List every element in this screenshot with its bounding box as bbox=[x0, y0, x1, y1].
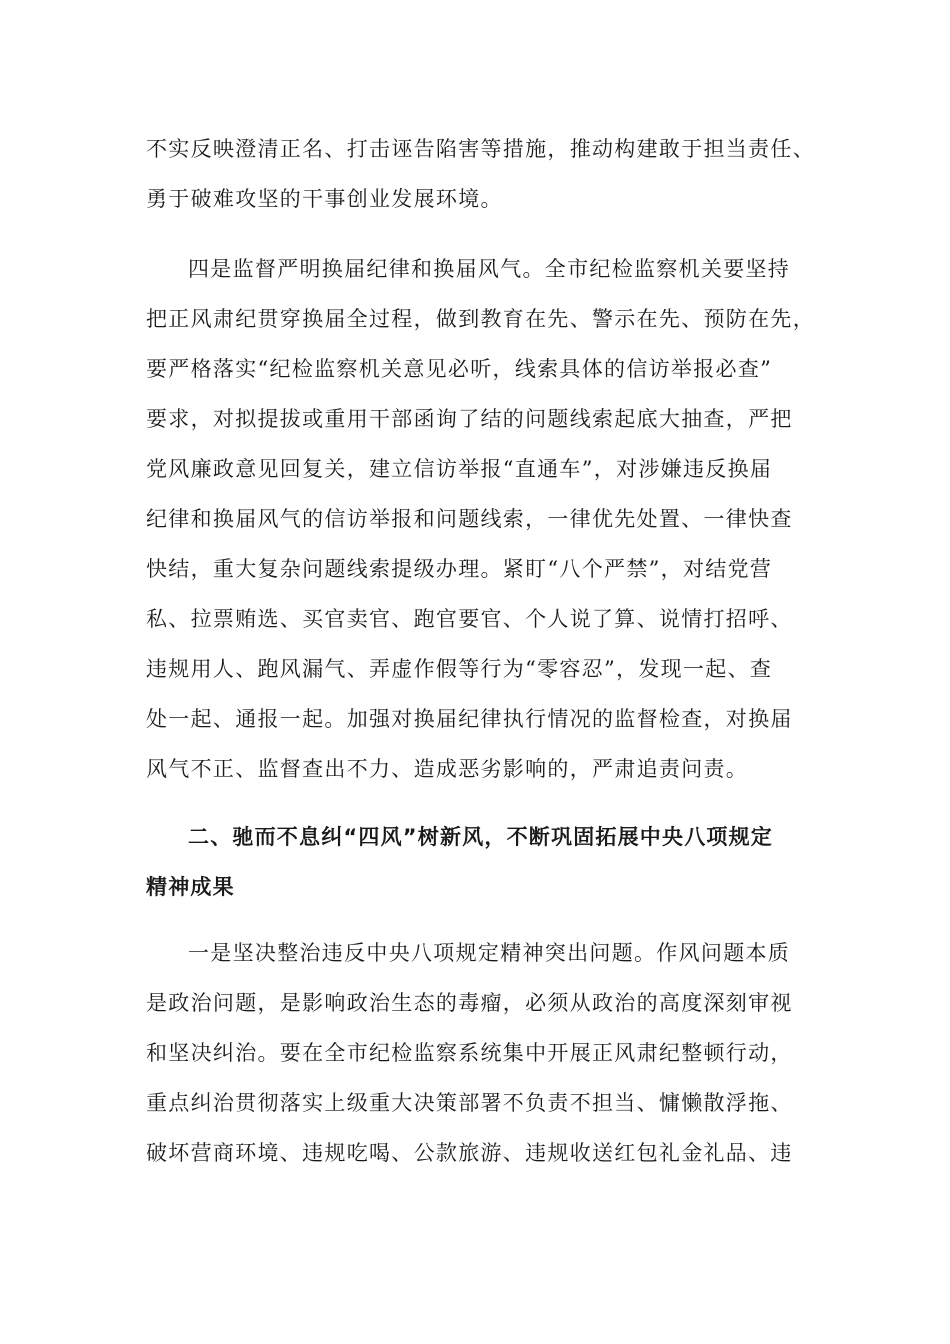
paragraph-line: 纪律和换届风气的信访举报和问题线索，一律优先处置、一律快查 bbox=[146, 507, 793, 531]
paragraph-line: 要严格落实“纪检监察机关意见必听，线索具体的信访举报必查” bbox=[146, 357, 773, 381]
paragraph-line: 私、拉票贿选、买官卖官、跑官要官、个人说了算、说情打招呼、 bbox=[146, 607, 793, 631]
paragraph-line: 四是监督严明换届纪律和换届风气。全市纪检监察机关要坚持 bbox=[188, 257, 791, 281]
paragraph-line: 和坚决纠治。要在全市纪检监察系统集中开展正风肃纪整顿行动， bbox=[146, 1041, 793, 1065]
paragraph-line: 要求，对拟提拔或重用干部函询了结的问题线索起底大抽查，严把 bbox=[146, 407, 793, 431]
paragraph-line: 处一起、通报一起。加强对换届纪律执行情况的监督检查，对换届 bbox=[146, 707, 793, 731]
paragraph-line: 快结，重大复杂问题线索提级办理。紧盯“八个严禁”，对结党营 bbox=[146, 557, 773, 581]
paragraph-line: 勇于破难攻坚的干事创业发展环境。 bbox=[146, 187, 503, 211]
paragraph-line: 破坏营商环境、违规吃喝、公款旅游、违规收送红包礼金礼品、违 bbox=[146, 1141, 793, 1165]
paragraph-line: 重点纠治贯彻落实上级重大决策部署不负责不担当、慵懒散浮拖、 bbox=[146, 1091, 793, 1115]
paragraph-line: 风气不正、监督查出不力、造成恶劣影响的，严肃追责问责。 bbox=[146, 757, 749, 781]
paragraph-line: 违规用人、跑风漏气、弄虚作假等行为“零容忍”，发现一起、查 bbox=[146, 657, 773, 681]
paragraph-line: 党风廉政意见回复关，建立信访举报“直通车”，对涉嫌违反换届 bbox=[146, 457, 773, 481]
paragraph-line: 一是坚决整治违反中央八项规定精神突出问题。作风问题本质 bbox=[188, 941, 791, 965]
paragraph-line: 是政治问题，是影响政治生态的毒瘤，必须从政治的高度深刻审视 bbox=[146, 991, 793, 1015]
paragraph-line: 不实反映澄清正名、打击诬告陷害等措施，推动构建敢于担当责任、 bbox=[146, 137, 815, 161]
section-heading: 精神成果 bbox=[146, 875, 235, 899]
paragraph-line: 把正风肃纪贯穿换届全过程，做到教育在先、警示在先、预防在先， bbox=[146, 307, 815, 331]
section-heading: 二、驰而不息纠“四风”树新风，不断巩固拓展中央八项规定 bbox=[188, 825, 774, 849]
